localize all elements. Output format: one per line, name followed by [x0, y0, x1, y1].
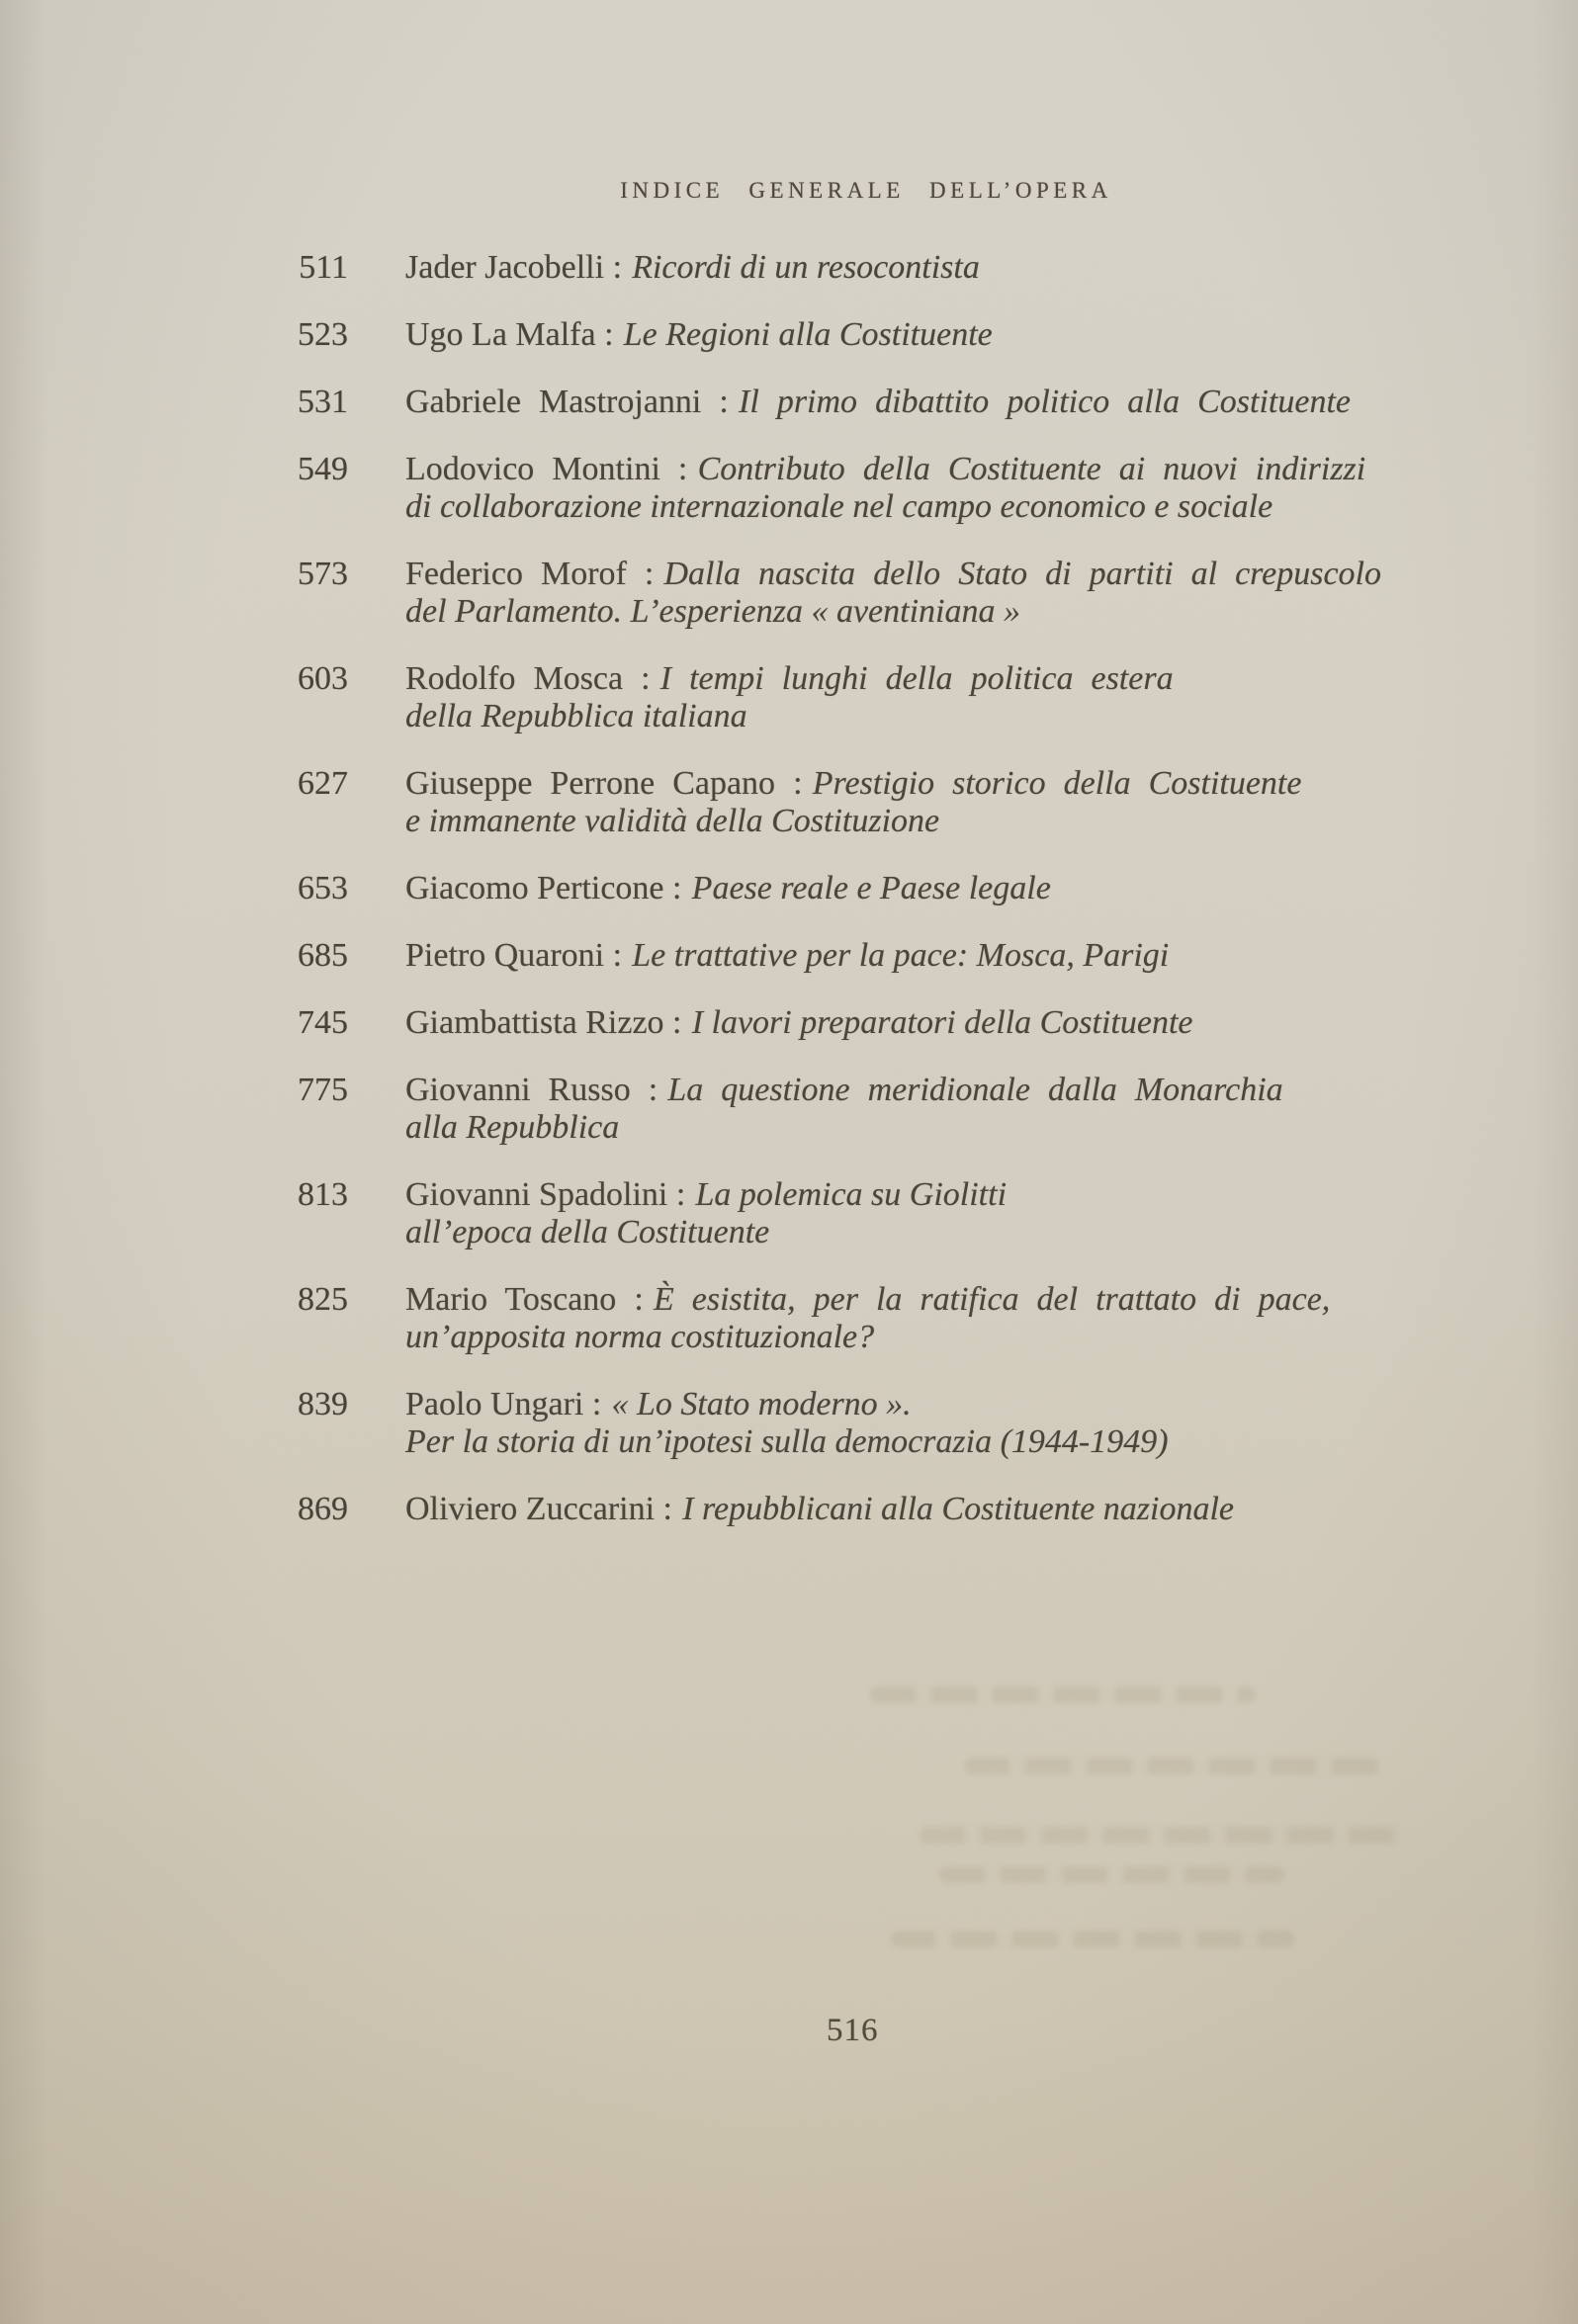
toc-entry-title: Contributo della Costituente ai nuovi indirizzi	[697, 451, 1366, 487]
toc-entry-text	[405, 1004, 1444, 1042]
toc-entry	[297, 870, 1444, 907]
toc-entry-line1	[405, 384, 1444, 421]
toc-entry	[297, 384, 1444, 421]
toc-entry-author: Giambattista Rizzo :	[405, 1004, 682, 1041]
toc-entry-text	[405, 660, 1444, 735]
toc-entry-author: Gabriele Mastrojanni :	[405, 384, 729, 420]
toc-entry	[297, 249, 1444, 287]
toc-entry	[297, 556, 1444, 631]
toc-entry-line1	[405, 937, 1444, 975]
toc-entry-page-number: 511	[299, 249, 348, 286]
toc-entry	[297, 316, 1444, 354]
toc-entry-page-number: 523	[298, 316, 348, 353]
toc-entry-title: La questione meridionale dalla Monarchia	[667, 1072, 1283, 1108]
toc-entry	[297, 1491, 1444, 1528]
toc-entry-text	[405, 870, 1444, 907]
toc-entry	[297, 1176, 1444, 1251]
toc-entry-title: Prestigio storico della Costituente	[812, 765, 1302, 802]
toc-entry-title-line2: di collaborazione internazionale nel campo economico e sociale	[405, 488, 1273, 525]
toc-entry-title: È esistita, per la ratifica del trattato di pace,	[653, 1281, 1331, 1318]
toc-entry	[297, 765, 1444, 840]
toc-entry	[297, 660, 1444, 735]
toc-entry-title: La polemica su Giolitti	[695, 1176, 1008, 1213]
toc-entry-text	[405, 937, 1444, 975]
toc-entry-author: Giacomo Perticone :	[405, 870, 682, 906]
toc-entry-text	[405, 1386, 1444, 1461]
toc-entry-page-number: 685	[298, 937, 348, 974]
toc-entry	[297, 1004, 1444, 1042]
toc-entry-text	[405, 1491, 1444, 1528]
toc-entry	[297, 937, 1444, 975]
toc-entry-author: Oliviero Zuccarini :	[405, 1491, 673, 1527]
toc-entry-page-number: 603	[298, 660, 348, 697]
toc-entry-title: I repubblicani alla Costituente nazionale	[682, 1491, 1234, 1527]
toc-entry	[297, 1386, 1444, 1461]
toc-entry-line1	[405, 870, 1444, 907]
show-through-line	[939, 1866, 1285, 1883]
toc-entry-author: Ugo La Malfa :	[405, 316, 614, 353]
toc-entry-text	[405, 765, 1444, 840]
toc-entry-line1	[405, 1491, 1444, 1528]
toc-entry-title: Paese reale e Paese legale	[691, 870, 1051, 906]
toc-entry-page-number: 531	[298, 384, 348, 420]
toc-entry-author: Paolo Ungari :	[405, 1386, 602, 1422]
toc-entry-line1	[405, 765, 1444, 803]
toc-entry-author: Giuseppe Perrone Capano :	[405, 765, 803, 802]
toc-entry-line1	[405, 1072, 1444, 1109]
toc-entry-line1	[405, 1281, 1444, 1319]
toc-entry-text	[405, 316, 1444, 354]
toc-entry-title-line2: un’apposita norma costituzionale?	[405, 1319, 875, 1355]
toc-entry-text	[405, 384, 1444, 421]
toc-entry-page-number: 839	[298, 1386, 348, 1422]
toc-entry-author: Pietro Quaroni :	[405, 937, 623, 974]
toc-entry-page-number: 745	[298, 1004, 348, 1041]
toc-entry-title-line2: del Parlamento. L’esperienza « aventiniana »	[405, 593, 1020, 630]
toc-entry-title-line2: all’epoca della Costituente	[405, 1214, 770, 1250]
toc-entry-page-number: 627	[298, 765, 348, 802]
toc-entry-page-number: 775	[298, 1072, 348, 1108]
toc-entry-text	[405, 451, 1444, 526]
toc-entry-title: I lavori preparatori della Costituente	[691, 1004, 1193, 1041]
toc-entry-author: Federico Morof :	[405, 556, 655, 592]
toc-entry-title: « Lo Stato moderno ».	[611, 1386, 912, 1422]
toc-entry-title-line2: e immanente validità della Costituzione	[405, 803, 940, 839]
toc-entry	[297, 451, 1444, 526]
toc-entry-author: Lodovico Montini :	[405, 451, 688, 487]
toc-entry-line1	[405, 1004, 1444, 1042]
toc-entry-title-line2: della Repubblica italiana	[405, 698, 747, 734]
toc-entry-title: Le Regioni alla Costituente	[623, 316, 993, 353]
toc-entry-title: Ricordi di un resocontista	[632, 249, 980, 286]
toc-entry-page-number: 573	[298, 556, 348, 592]
toc-entry-line1	[405, 556, 1444, 593]
show-through-line	[920, 1827, 1404, 1844]
toc-entry-page-number: 825	[298, 1281, 348, 1318]
toc-entry-text	[405, 1072, 1444, 1147]
toc-entry-line1	[405, 249, 1444, 287]
page-number: 516	[827, 2013, 879, 2048]
toc-entry-line1	[405, 660, 1444, 698]
show-through-line	[870, 1686, 1256, 1703]
toc-entry-line1	[405, 451, 1444, 488]
toc-entry-line1	[405, 316, 1444, 354]
toc-entry-author: Giovanni Russo :	[405, 1072, 658, 1108]
show-through-line	[964, 1758, 1379, 1774]
toc-entry-line1	[405, 1176, 1444, 1214]
toc-entry-author: Rodolfo Mosca :	[405, 660, 651, 697]
toc-entry-page-number: 653	[298, 870, 348, 906]
toc-entry	[297, 1072, 1444, 1147]
toc-entry-title-line2: Per la storia di un’ipotesi sulla democrazia (1944-1949)	[405, 1423, 1169, 1460]
toc-entry-page-number: 549	[298, 451, 348, 487]
toc-entry-author: Jader Jacobelli :	[405, 249, 623, 286]
toc-entry-author: Mario Toscano :	[405, 1281, 644, 1318]
toc-entry-text	[405, 1176, 1444, 1251]
toc-entry-title: Il primo dibattito politico alla Costituente	[739, 384, 1352, 420]
show-through-line	[890, 1931, 1295, 1947]
toc-entry-title: Dalla nascita dello Stato di partiti al crepuscolo	[663, 556, 1382, 592]
toc-entry-author: Giovanni Spadolini :	[405, 1176, 686, 1213]
toc-entry-text	[405, 249, 1444, 287]
toc-entry-text	[405, 556, 1444, 631]
toc-entry-title: Le trattative per la pace: Mosca, Parigi	[632, 937, 1170, 974]
toc-entry-title-line2: alla Repubblica	[405, 1109, 620, 1146]
toc-entry-line1	[405, 1386, 1444, 1423]
toc-entry-page-number: 869	[298, 1491, 348, 1527]
toc-entry-title: I tempi lunghi della politica estera	[659, 660, 1174, 697]
toc-entry-page-number: 813	[298, 1176, 348, 1213]
running-head-title: INDICE GENERALE DELL’OPERA	[620, 178, 1112, 203]
toc-entry	[297, 1281, 1444, 1356]
toc-list	[297, 249, 1444, 1558]
toc-entry-text	[405, 1281, 1444, 1356]
